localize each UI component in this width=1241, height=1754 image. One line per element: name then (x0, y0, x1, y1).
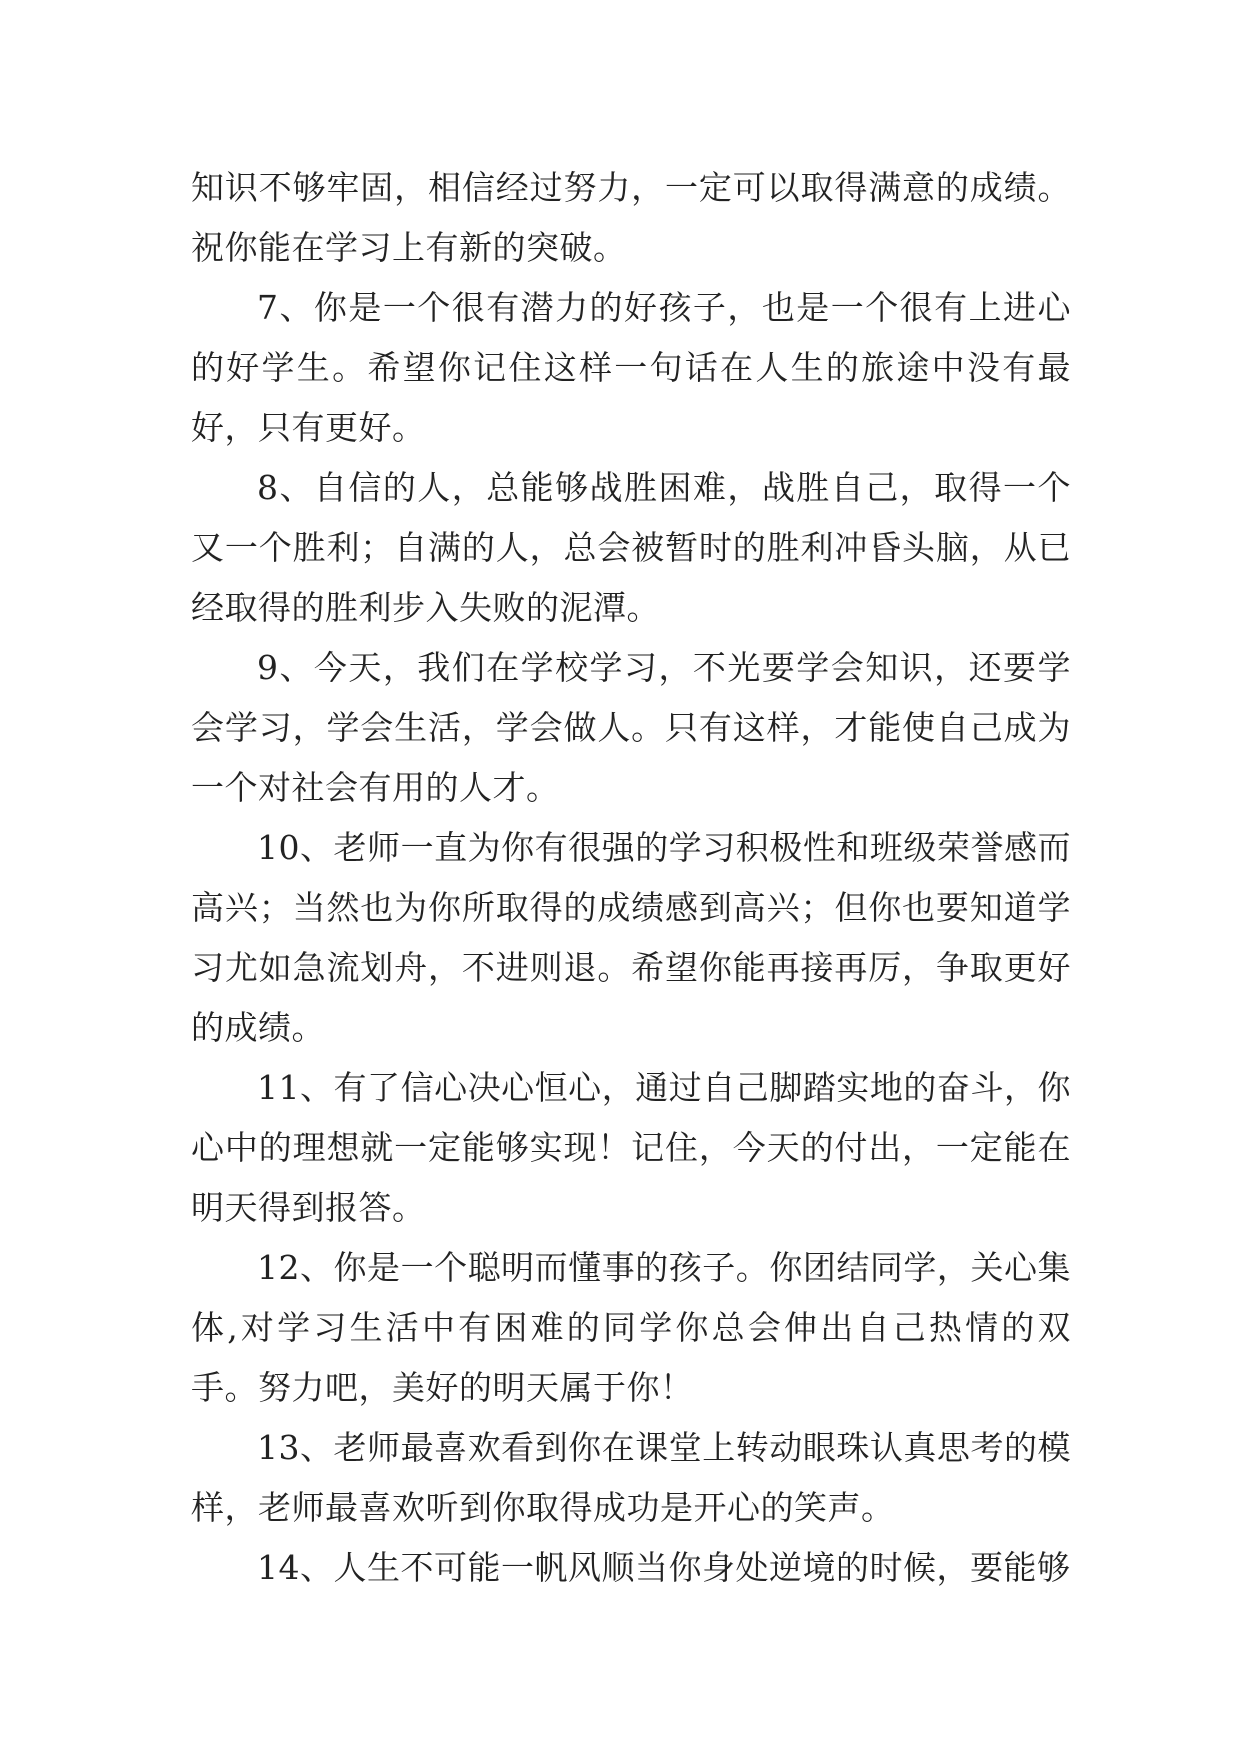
paragraph: 14、人生不可能一帆风顺当你身处逆境的时候，要能够 (257, 1548, 1071, 1587)
paragraph: 13、老师最喜欢看到你在课堂上转动眼珠认真思考的模样，老师最喜欢听到你取得成功是开心的笑声。 (191, 1428, 1071, 1527)
paragraph: 8、自信的人，总能够战胜困难，战胜自己，取得一个又一个胜利；自满的人，总会被暂时的胜利冲昏头脑，从已经取得的胜利步入失败的泥潭。 (191, 468, 1071, 627)
paragraph: 知识不够牢固，相信经过努力，一定可以取得满意的成绩。祝你能在学习上有新的突破。 (191, 168, 1071, 267)
paragraph: 12、你是一个聪明而懂事的孩子。你团结同学，关心集体,对学习生活中有困难的同学你总会伸出自己热情的双手。努力吧，美好的明天属于你！ (191, 1248, 1071, 1407)
paragraph: 7、你是一个很有潜力的好孩子，也是一个很有上进心的好学生。希望你记住这样一句话在人生的旅途中没有最好，只有更好。 (191, 288, 1071, 447)
paragraph: 11、有了信心决心恒心，通过自己脚踏实地的奋斗，你心中的理想就一定能够实现！记住，今天的付出，一定能在明天得到报答。 (191, 1068, 1071, 1227)
paragraph: 10、老师一直为你有很强的学习积极性和班级荣誉感而高兴；当然也为你所取得的成绩感到高兴；但你也要知道学习尤如急流划舟，不进则退。希望你能再接再厉，争取更好的成绩。 (191, 828, 1071, 1047)
paragraph: 9、今天，我们在学校学习，不光要学会知识，还要学会学习，学会生活，学会做人。只有这样，才能使自己成为一个对社会有用的人才。 (191, 648, 1071, 807)
document-body (191, 158, 1071, 1598)
